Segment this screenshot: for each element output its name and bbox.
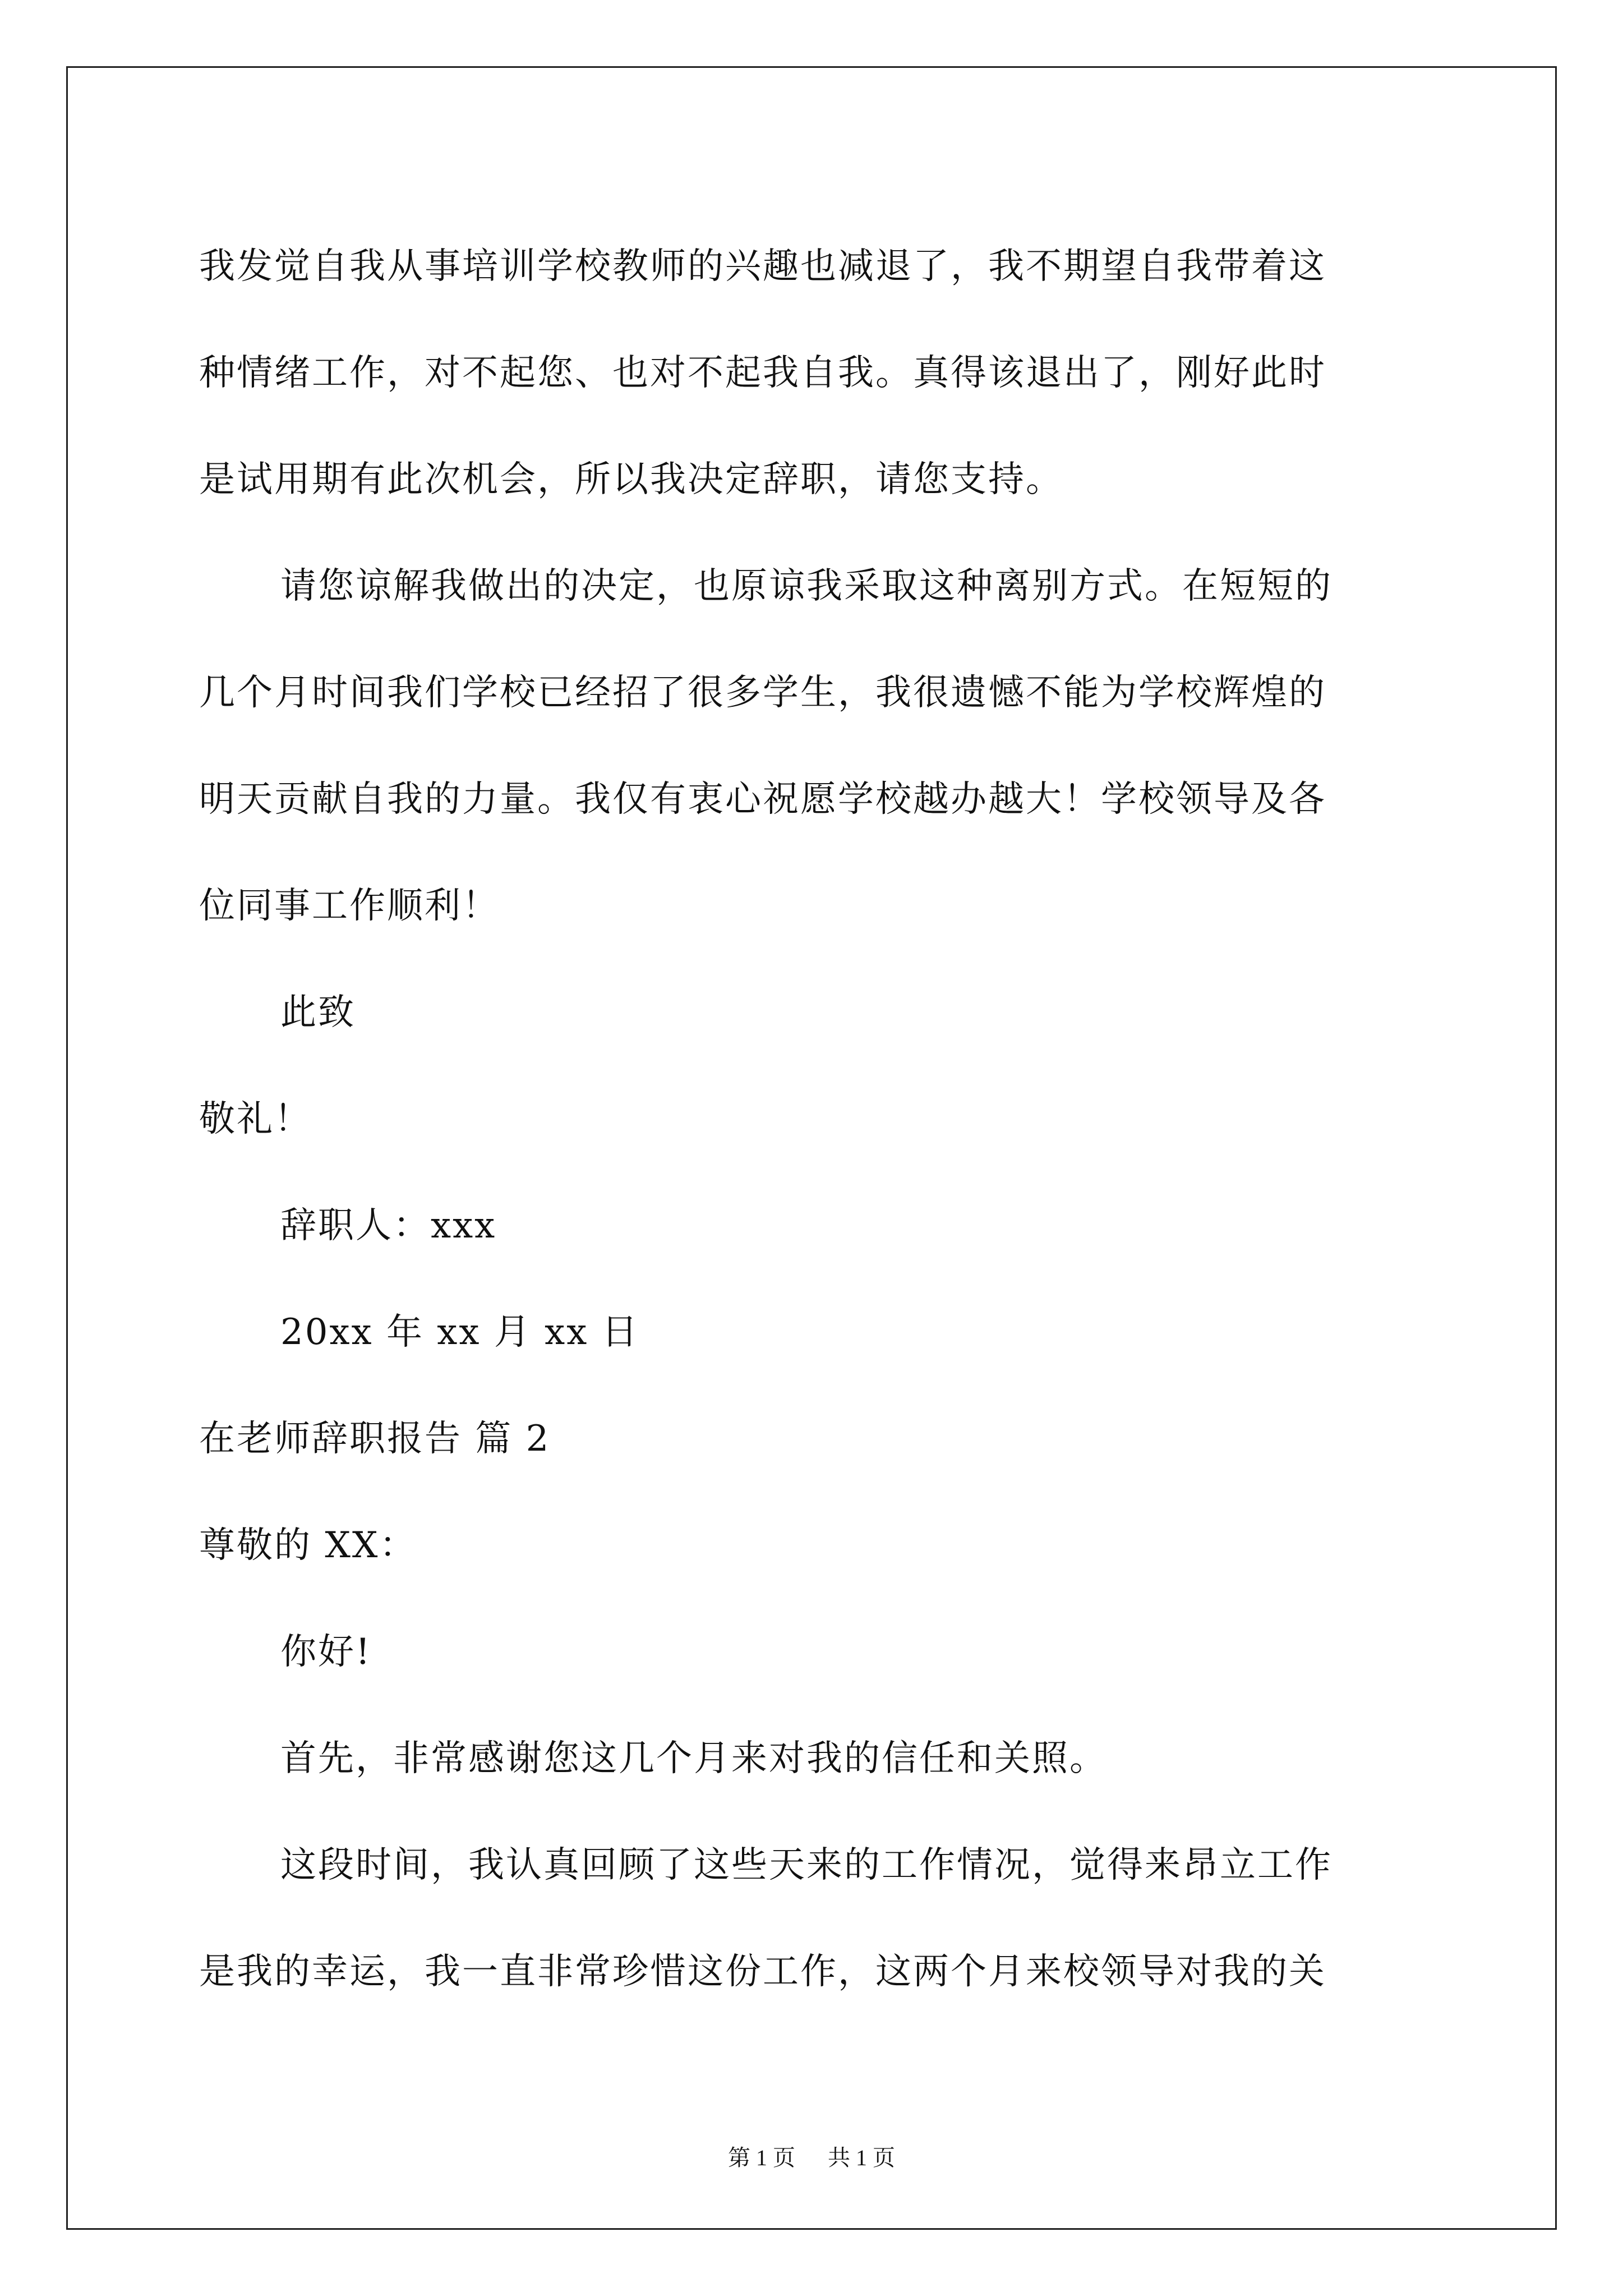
- text-line: 种情绪工作，对不起您、也对不起我自我。真得该退出了，刚好此时: [199, 352, 1326, 394]
- greeting: 尊敬的 XX：: [199, 1525, 417, 1566]
- greeting-hello: 你好!: [280, 1631, 372, 1673]
- page-number: 第 1 页: [728, 2145, 795, 2170]
- signature-name: 辞职人：xxx: [280, 1205, 497, 1246]
- text-line: 明天贡献自我的力量。我仅有衷心祝愿学校越办越大！学校领导及各: [199, 779, 1326, 820]
- section-heading: 在老师辞职报告 篇 2: [199, 1418, 551, 1460]
- page-footer: [0, 2140, 1623, 2172]
- text-line: 是我的幸运，我一直非常珍惜这份工作，这两个月来校领导对我的关: [199, 1951, 1326, 1993]
- closing-regards: 敬礼！: [199, 1098, 312, 1140]
- text-line: 请您谅解我做出的决定，也原谅我采取这种离别方式。在短短的: [280, 565, 1332, 607]
- text-line: 是试用期有此次机会，所以我决定辞职，请您支持。: [199, 459, 1063, 500]
- text-line: 几个月时间我们学校已经招了很多学生，我很遗憾不能为学校辉煌的: [199, 672, 1326, 714]
- text-line: 我发觉自我从事培训学校教师的兴趣也减退了，我不期望自我带着这: [199, 246, 1326, 287]
- signature-date: 20xx 年 xx 月 xx 日: [280, 1312, 639, 1353]
- page-count: 共 1 页: [828, 2145, 895, 2170]
- text-line: 位同事工作顺利！: [199, 885, 500, 927]
- text-line: 这段时间，我认真回顾了这些天来的工作情况，觉得来昂立工作: [280, 1844, 1332, 1886]
- text-line: 首先，非常感谢您这几个月来对我的信任和关照。: [280, 1738, 1107, 1779]
- document-body: [199, 213, 1433, 2025]
- closing-salutation: 此致: [280, 992, 356, 1033]
